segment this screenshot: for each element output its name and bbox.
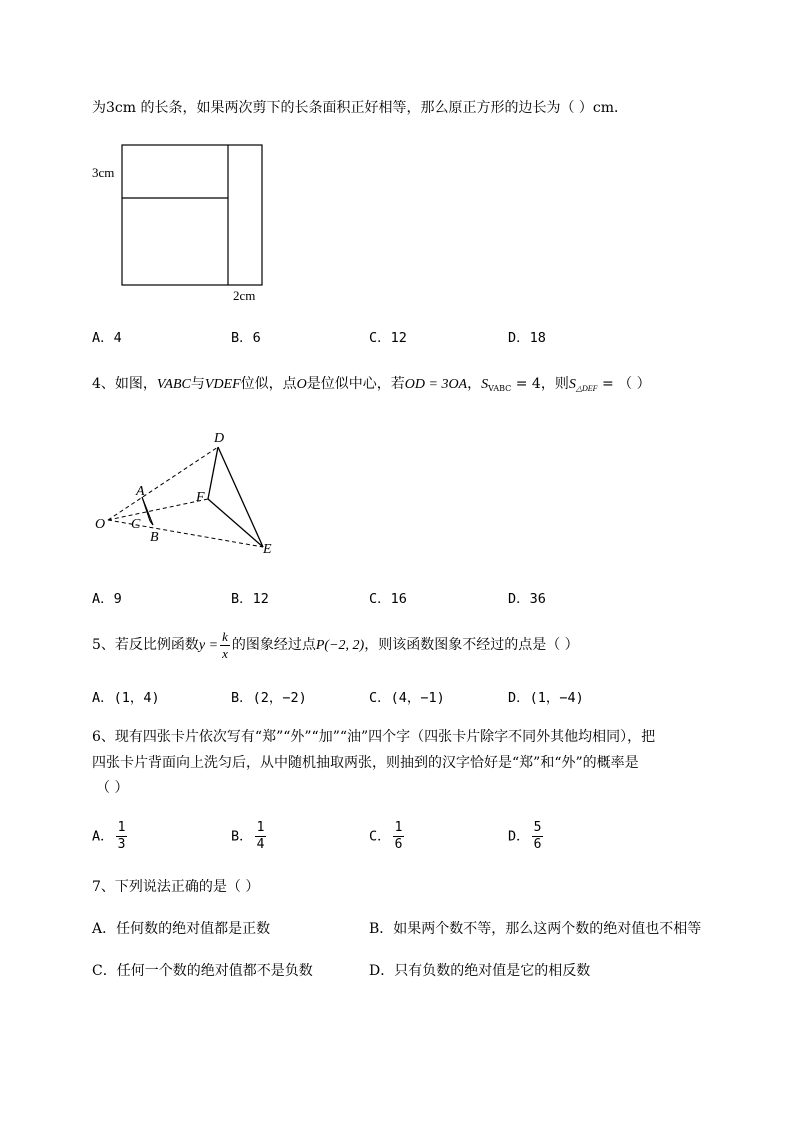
edge-DE — [218, 447, 263, 547]
label-C: C — [131, 517, 141, 532]
q5-option-d[interactable]: D．(1，−4) — [508, 690, 584, 706]
q7-option-a[interactable]: A．任何数的绝对值都是正数 — [92, 921, 271, 937]
q3-figure — [88, 135, 288, 310]
q4-option-a[interactable]: A．9 — [92, 591, 122, 607]
q3-option-b[interactable]: B．6 — [231, 330, 261, 346]
q3-option-a[interactable]: A．4 — [92, 330, 122, 346]
q4-stem: 4、如图，VABC与VDEF位似，点O是位似中心，若OD = 3OA，$S_{VABC} = 4$，则$S_{\triangle DEF}$ = （ ） — [92, 376, 651, 393]
label-E: E — [263, 542, 272, 557]
label-A: A — [136, 484, 145, 499]
q3-stem: 为3cm 的长条，如果两次剪下的长条面积正好相等，那么原正方形的边长为（ ）cm． — [92, 100, 629, 116]
outer-square — [122, 145, 262, 285]
q5-option-c[interactable]: C．(4，−1) — [369, 690, 445, 706]
q6-option-d[interactable]: D． $\frac{5}{6}$ — [508, 820, 542, 852]
q6-option-b[interactable]: B． $\frac{1}{4}$ — [231, 820, 265, 852]
q7-stem: 7、下列说法正确的是（ ） — [92, 879, 260, 895]
label-B: B — [150, 530, 159, 545]
q4-option-c[interactable]: C．16 — [369, 591, 407, 607]
q6-stem-line1: 6、现有四张卡片依次写有“郑”“外”“加”“油”四个字（四张卡片除字不同外其他均相同），把 — [92, 729, 656, 745]
q6-stem-line2: 四张卡片背面向上洗匀后，从中随机抽取两张，则抽到的汉字恰好是“郑”和“外”的概率是 — [92, 755, 639, 771]
edge-DF — [208, 447, 218, 499]
q5-option-b[interactable]: B．(2，−2) — [231, 690, 307, 706]
q3-option-c[interactable]: C．12 — [369, 330, 407, 346]
label-2cm: 2cm — [233, 288, 256, 303]
ray-OD — [108, 447, 218, 520]
q5-option-a[interactable]: A．(1，4) — [92, 690, 160, 706]
label-3cm: 3cm — [92, 165, 115, 180]
label-O: O — [95, 517, 106, 532]
ray-OF — [108, 499, 208, 520]
label-F: F — [196, 490, 205, 505]
q4-figure — [88, 422, 288, 562]
q5-stem: 5、若反比例函数y = $\frac{k}{x}$ 的图象经过点P(−2, 2)，则该函数图象不经过的点是（ ） — [92, 628, 579, 661]
q7-option-b[interactable]: B．如果两个数不等，那么这两个数的绝对值也不相等 — [369, 921, 702, 937]
q6-option-c[interactable]: C． $\frac{1}{6}$ — [369, 820, 403, 852]
q5-fraction: $\frac{k}{x}$ — [222, 628, 228, 661]
q7-option-d[interactable]: D．只有负数的绝对值是它的相反数 — [369, 963, 591, 979]
q7-option-c[interactable]: C．任何一个数的绝对值都不是负数 — [92, 963, 313, 979]
label-D: D — [214, 431, 225, 446]
q4-option-b[interactable]: B．12 — [231, 591, 269, 607]
q6-stem-line3: （ ） — [96, 780, 129, 796]
q4-option-d[interactable]: D．36 — [508, 591, 546, 607]
edge-FE — [208, 499, 263, 547]
q3-option-d[interactable]: D．18 — [508, 330, 546, 346]
q6-option-a[interactable]: A． $\frac{1}{3}$ — [92, 820, 126, 852]
